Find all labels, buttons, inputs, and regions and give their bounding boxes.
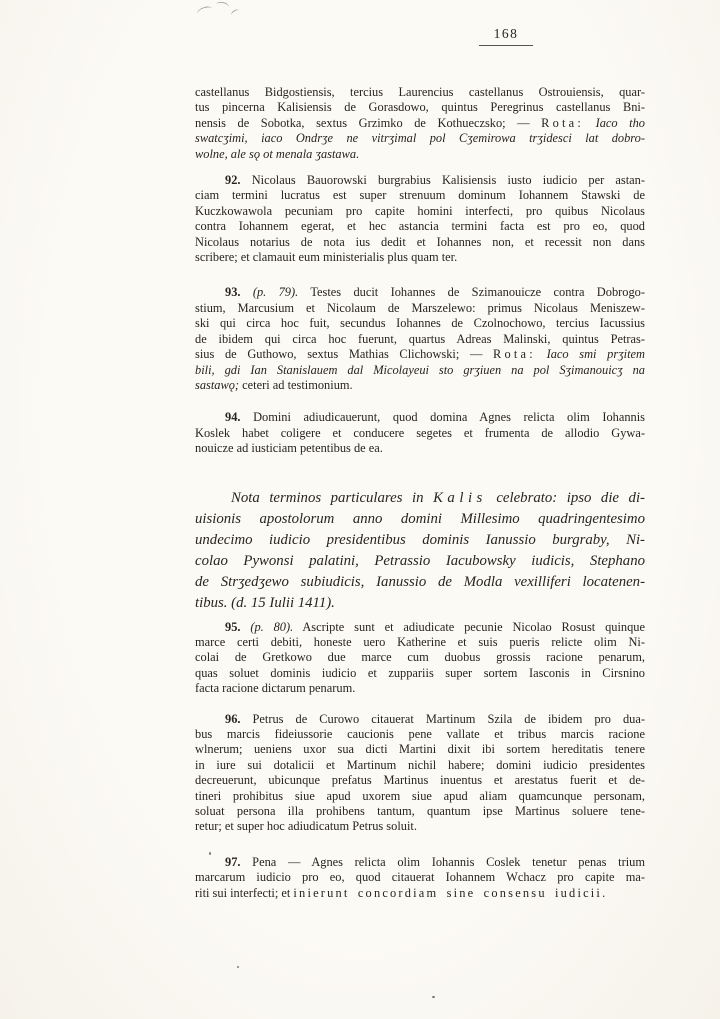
text-line xyxy=(195,650,645,665)
text-line xyxy=(195,870,645,885)
text-line xyxy=(195,85,645,100)
text-paragraph xyxy=(195,85,645,162)
text-run: 93. xyxy=(225,285,241,300)
text-line xyxy=(195,363,645,378)
text-run: Koslek habet coligere et conducere segetes et frumenta de allodio Gywa- xyxy=(195,425,645,440)
text-line xyxy=(195,100,645,115)
text-run: 97. xyxy=(225,854,241,869)
text-line xyxy=(195,250,645,265)
text-line xyxy=(195,316,645,331)
text-run: undecimo iudicio presidentibus dominis Ianussio burgraby, Ni- xyxy=(195,531,645,548)
text-line xyxy=(195,219,645,234)
text-paragraph xyxy=(195,488,645,614)
text-run: wlnerum; ueniens uxor sua dicti Martini dixit ibi sortem hereditatis tenere xyxy=(195,742,645,757)
text-run: wolne, ale sǫ ot menala ʒastawa. xyxy=(195,146,360,161)
text-paragraph xyxy=(195,285,645,393)
text-run: 96. xyxy=(225,711,241,726)
text-run: ciam termini lucratus est super strenuum dominum Iohannem Stawski de xyxy=(195,188,645,203)
text-run: quas soluet dominis iudicio et zuppariis super sortem Iasconis in Cirsnino xyxy=(195,665,645,680)
text-run: tineri prohibitus siue apud uxorem siue apud aliam quamcunque personam, xyxy=(195,788,645,803)
text-line xyxy=(195,332,645,347)
text-line xyxy=(195,886,645,901)
text-paragraph xyxy=(195,620,645,697)
text-run: sastawǫ; xyxy=(195,377,240,392)
text-run: swatcʒimi, iaco Ondrʒe ne vitrʒimal pol Cʒemirowa trʒidesci lat dobro- xyxy=(195,131,645,146)
text-run: Domini adiudicauerunt, quod domina Agnes relicta olim Iohannis xyxy=(240,410,645,425)
text-line xyxy=(195,855,645,870)
text-run: celebrato: ipso die di- xyxy=(486,489,645,506)
pencil-mark xyxy=(230,8,241,18)
text-run: ski qui circa hoc fuit, secundus Iohannes de Czolnochowo, tercius Iacussius xyxy=(195,316,645,331)
text-paragraph xyxy=(195,173,645,265)
text-line xyxy=(195,188,645,203)
text-paragraph xyxy=(195,855,645,901)
text-run: colao Pywonsi palatini, Petrassio Iacubowsky iudicis, Stephano xyxy=(195,552,645,569)
text-line xyxy=(195,742,645,757)
text-line xyxy=(195,712,645,727)
text-line xyxy=(195,488,645,509)
page-number xyxy=(479,26,533,46)
text-run: bili, gdi Ian Stanislauem dal Micolayeui sto grʒiuen na pol Sʒimanouicʒ na xyxy=(195,362,645,377)
text-run: 95. xyxy=(225,619,241,634)
text-paragraph xyxy=(195,712,645,835)
text-run: Pena — Agnes relicta olim Iohannis Coslek tenetur penas trium xyxy=(240,854,645,869)
text-run: decreuerunt, ubicunque prefatus Martinus inuentus et arestatus fuerit et de- xyxy=(195,773,645,788)
scan-speck xyxy=(237,966,239,968)
text-run: 94. xyxy=(225,410,241,425)
text-line xyxy=(195,441,645,456)
text-line xyxy=(195,147,645,162)
text-line xyxy=(195,285,645,300)
text-line xyxy=(195,551,645,572)
text-line xyxy=(195,727,645,742)
text-run: marcarum iudicio pro eo, quod citauerat Iohannem Wchacz pro capite ma- xyxy=(195,870,645,885)
text-run: Kalis xyxy=(433,489,487,506)
pencil-mark xyxy=(196,5,214,19)
text-run: Petrus de Curowo citauerat Martinum Szila de ibidem pro dua- xyxy=(240,711,645,726)
text-paragraph xyxy=(195,410,645,456)
text-run: Rota: xyxy=(541,115,585,130)
text-line xyxy=(195,530,645,551)
scan-speck xyxy=(209,852,211,855)
text-run: Rota: xyxy=(493,347,536,362)
text-run: marce certi debiti, honeste uero Katherine et suis pueris relicte olim Ni- xyxy=(195,634,645,649)
text-run: facta racione dictarum penarum. xyxy=(195,681,356,696)
text-run: de Strʒedʒewo subiudicis, Ianussio de Modla vexilliferi locatenen- xyxy=(195,573,645,590)
text-line xyxy=(195,804,645,819)
page-number-text: 168 xyxy=(493,26,519,41)
text-run: sius de Guthowo, sextus Mathias Clichowski; — xyxy=(195,347,494,362)
text-line xyxy=(195,620,645,635)
text-run: Ascripte sunt et adiudicate pecunie Nicolao Rosust quinque xyxy=(293,619,645,634)
text-run: retur; et super hoc adiudicatum Petrus soluit. xyxy=(195,819,417,834)
text-run: contra Iohannem egerat, et hec astancia termini facta est pro eo, quod xyxy=(195,219,645,234)
text-run: scribere; et clamauit eum ministerialis plus quam ter. xyxy=(195,250,458,265)
text-run: riti sui interfecti; et xyxy=(195,885,294,900)
text-run: ceteri ad testimonium. xyxy=(239,377,353,392)
text-run: Nicolaus Bauorowski burgrabius Kalisiensis iusto iudicio per astan- xyxy=(240,173,645,188)
text-line xyxy=(195,509,645,530)
text-line xyxy=(195,116,645,131)
text-line xyxy=(195,378,645,393)
text-run: (p. 79). xyxy=(240,285,299,300)
text-run: in iure sui dotalicii et Martinum nichil habere; domini iudicio presidentes xyxy=(195,757,645,772)
text-run: colai de Gretkowo due marce cum duobus grossis racione penarum, xyxy=(195,650,645,665)
text-line xyxy=(195,819,645,834)
text-run: inierunt concordiam sine consensu iudicii. xyxy=(293,885,608,900)
text-run: uisionis apostolorum anno domini Millesimo quadringentesimo xyxy=(195,510,645,527)
text-run: Nicolaus notarius de nota ius dedit et Iohannes non, et recessit non dans xyxy=(195,234,645,249)
scan-speck xyxy=(432,996,435,998)
text-line xyxy=(195,131,645,146)
text-run: tus pincerna Kalisiensis de Gorasdowo, quintus Peregrinus castellanus Bni- xyxy=(195,100,645,115)
text-run: Kuczkowawola pecuniam pro capite homini interfecti, pro quibus Nicolaus xyxy=(195,203,645,218)
text-line xyxy=(195,789,645,804)
text-run: nensis de Sobotka, sextus Grzimko de Kothueczsko; — xyxy=(195,115,542,130)
text-line xyxy=(195,635,645,650)
text-line xyxy=(195,681,645,696)
text-run: stium, Marcusium et Nicolaum de Marszelewo: primus Nicolaus Meniszew- xyxy=(195,300,645,315)
text-line xyxy=(195,758,645,773)
text-line xyxy=(195,301,645,316)
text-run: castellanus Bidgostiensis, tercius Laurencius castellanus Ostrouiensis, quar- xyxy=(195,85,645,99)
text-line xyxy=(195,593,645,614)
text-run: Iaco smi prʒitem xyxy=(535,347,645,362)
text-line xyxy=(195,666,645,681)
text-run: (p. 80). xyxy=(240,619,294,634)
text-line xyxy=(195,410,645,425)
text-run: tibus. (d. 15 Iulii 1411). xyxy=(195,594,335,611)
text-run: de ibidem qui circa hoc fuerunt, quartus Adreas Malinski, quintus Petras- xyxy=(195,331,645,346)
text-run: nouicze ad iusticiam petentibus de ea. xyxy=(195,441,383,456)
text-run: bus marcis fideiussorie caucionis pene vallate et tribus marcis racione xyxy=(195,726,645,741)
text-line xyxy=(195,173,645,188)
text-line xyxy=(195,426,645,441)
text-line xyxy=(195,235,645,250)
text-run: 92. xyxy=(225,173,241,188)
pencil-mark xyxy=(215,1,229,12)
text-run: Iaco tho xyxy=(584,115,645,130)
text-run: Testes ducit Iohannes de Szimanouicze contra Dobrogo- xyxy=(298,285,645,300)
text-line xyxy=(195,572,645,593)
text-run: Nota terminos particulares in xyxy=(231,489,434,506)
text-run: soluat persona illa prohibens tantum, quantum ipse Martinus soluere tene- xyxy=(195,804,645,818)
text-line xyxy=(195,204,645,219)
text-line xyxy=(195,347,645,362)
text-line xyxy=(195,773,645,788)
text-column xyxy=(195,85,645,901)
